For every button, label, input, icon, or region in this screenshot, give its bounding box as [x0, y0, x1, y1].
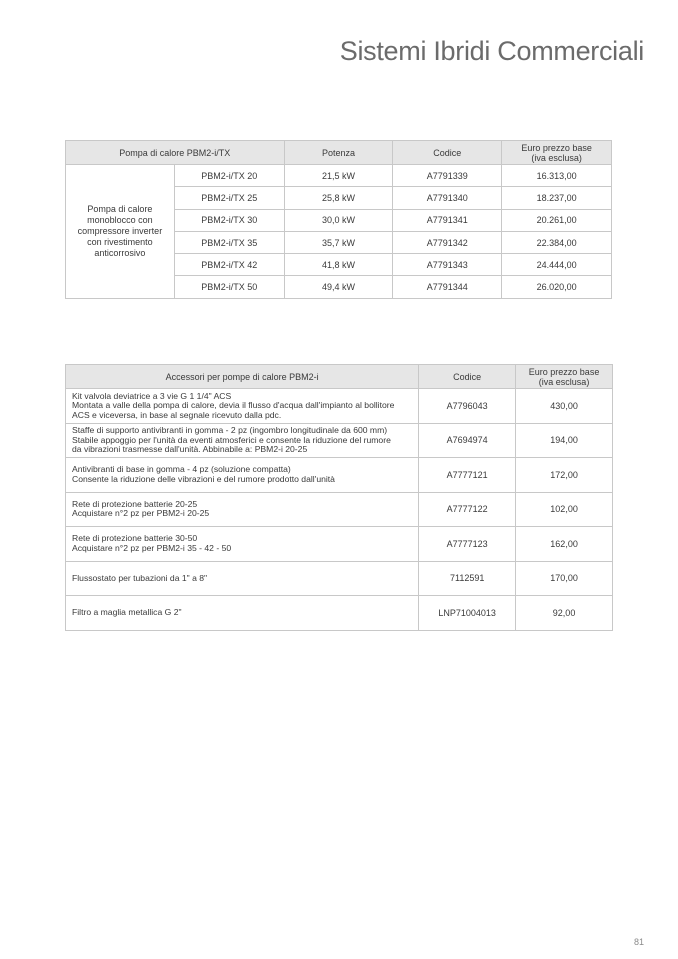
table-row: [66, 527, 613, 562]
price-cell: 194,00: [516, 423, 613, 458]
price-cell: 162,00: [516, 527, 613, 562]
price-cell: 172,00: [516, 458, 613, 493]
accessory-description: Staffe di supporto antivibranti in gomma - 2 pz (ingombro longitudinale da 600 mm) Stabile appoggio per l'unità da eventi atmosferici e consente la riduzione del rumore da vibrazioni trasmesse dall'unità. Abbinabile a: PBM2-i 20-25: [66, 423, 419, 458]
code-cell: LNP71004013: [419, 596, 516, 631]
model-cell: PBM2-i/TX 25: [174, 187, 284, 209]
table-row: [66, 596, 613, 631]
table-row: [66, 165, 612, 187]
accessory-description: Antivibranti di base in gomma - 4 pz (soluzione compatta) Consente la riduzione delle vibrazioni e del rumore prodotto dall'unità: [66, 458, 419, 493]
accessories-price-table: [65, 364, 613, 631]
table-row: [66, 458, 613, 493]
model-cell: PBM2-i/TX 35: [174, 231, 284, 253]
price-cell: 22.384,00: [502, 231, 612, 253]
code-cell: A7791339: [393, 165, 502, 187]
price-cell: 170,00: [516, 561, 613, 596]
page-number: 81: [633, 937, 644, 947]
accessory-description: Rete di protezione batterie 20-25 Acquistare n°2 pz per PBM2-i 20-25: [66, 492, 419, 527]
table-row: [66, 423, 613, 458]
power-cell: 49,4 kW: [284, 276, 393, 298]
model-cell: PBM2-i/TX 50: [174, 276, 284, 298]
table-row: [66, 492, 613, 527]
price-cell: 26.020,00: [502, 276, 612, 298]
code-cell: A7791341: [393, 209, 502, 231]
code-cell: A7694974: [419, 423, 516, 458]
column-header-code: Codice: [419, 365, 516, 389]
table-row: [66, 561, 613, 596]
accessory-description: Rete di protezione batterie 30-50 Acquistare n°2 pz per PBM2-i 35 - 42 - 50: [66, 527, 419, 562]
model-cell: PBM2-i/TX 42: [174, 254, 284, 276]
accessory-description: Filtro a maglia metallica G 2": [66, 596, 419, 631]
price-cell: 18.237,00: [502, 187, 612, 209]
price-cell: 20.261,00: [502, 209, 612, 231]
model-cell: PBM2-i/TX 20: [174, 165, 284, 187]
price-cell: 102,00: [516, 492, 613, 527]
table-header-row: [66, 141, 612, 165]
column-header-code: Codice: [393, 141, 502, 165]
code-cell: A7777122: [419, 492, 516, 527]
column-header-price: Euro prezzo base (iva esclusa): [502, 141, 612, 165]
power-cell: 41,8 kW: [284, 254, 393, 276]
product-description: Pompa di calore monoblocco con compressore inverter con rivestimento anticorrosivo: [66, 165, 175, 299]
table-row: [66, 389, 613, 424]
power-cell: 25,8 kW: [284, 187, 393, 209]
model-cell: PBM2-i/TX 30: [174, 209, 284, 231]
accessory-description: Kit valvola deviatrice a 3 vie G 1 1/4" ACS Montata a valle della pompa di calore, devia il flusso d'acqua dall'impianto al bollitore ACS e viceversa, in base al segnale ricevuto dalla pdc.: [66, 389, 419, 424]
column-header-accessory: Accessori per pompe di calore PBM2-i: [66, 365, 419, 389]
price-cell: 16.313,00: [502, 165, 612, 187]
heat-pump-price-table: [65, 140, 612, 299]
code-cell: A7796043: [419, 389, 516, 424]
code-cell: A7791344: [393, 276, 502, 298]
table-header-row: [66, 365, 613, 389]
code-cell: A7791340: [393, 187, 502, 209]
code-cell: A7777121: [419, 458, 516, 493]
power-cell: 30,0 kW: [284, 209, 393, 231]
power-cell: 21,5 kW: [284, 165, 393, 187]
code-cell: 7112591: [419, 561, 516, 596]
price-cell: 24.444,00: [502, 254, 612, 276]
price-cell: 92,00: [516, 596, 613, 631]
column-header-power: Potenza: [284, 141, 393, 165]
code-cell: A7777123: [419, 527, 516, 562]
column-header-price: Euro prezzo base (iva esclusa): [516, 365, 613, 389]
page-title: Sistemi Ibridi Commerciali: [339, 36, 644, 66]
column-header-model: Pompa di calore PBM2-i/TX: [66, 141, 285, 165]
code-cell: A7791342: [393, 231, 502, 253]
price-cell: 430,00: [516, 389, 613, 424]
code-cell: A7791343: [393, 254, 502, 276]
power-cell: 35,7 kW: [284, 231, 393, 253]
accessory-description: Flussostato per tubazioni da 1" a 8": [66, 561, 419, 596]
